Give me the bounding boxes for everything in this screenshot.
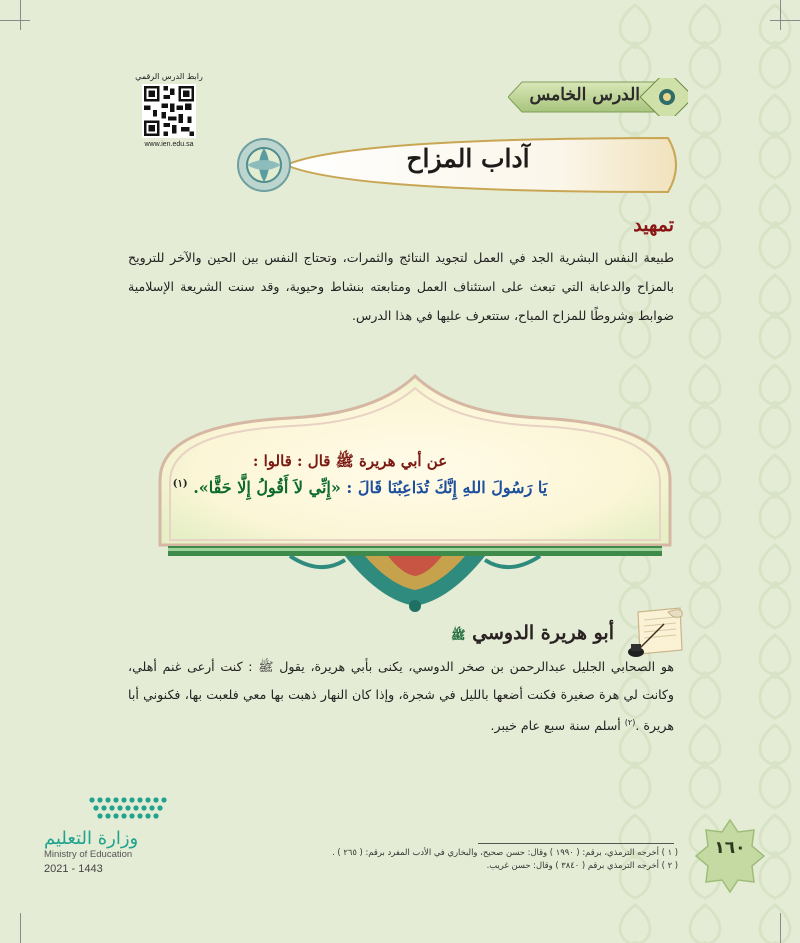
companion-body-part1: هو الصحابي الجليل عبدالرحمن بن صخر الدوسي، يكنى بأبي هريرة، يقول ﷺ : كنت أرعى غنم أهلي، وكانت لي هرة صغيرة فكنت أضعها بالليل في شجرة، وإذا كان النهار ذهبت بها معي فلعبت بها، فكنوني أبا هريرة . xyxy=(128,659,674,734)
footnote-1: ( ١ ) أخرجه الترمذي، برقم: ( ١٩٩٠ ) وقال: حسن صحيح، والبخاري في الأدب المفرد برقم: ( ٢٦٥ ) . xyxy=(332,847,678,857)
companion-paragraph xyxy=(128,653,674,740)
crop-mark xyxy=(770,20,800,21)
hadith-answer: «إِنِّي لاَ أَقُولُ إِلَّا حَقًّا». xyxy=(193,478,341,497)
title-banner xyxy=(228,130,688,200)
qr-label: رابط الدرس الرقمي xyxy=(135,72,203,81)
qr-block xyxy=(130,72,208,148)
crop-mark xyxy=(20,0,21,30)
ministry-dots-icon xyxy=(86,790,176,826)
companion-honorific: ﷺ xyxy=(451,628,466,642)
hadith-footnote-ref: (١) xyxy=(172,478,188,490)
lesson-title: آداب المزاح xyxy=(406,144,530,173)
ministry-name-arabic: وزارة التعليم xyxy=(44,828,139,849)
lesson-number-label: الدرس الخامس xyxy=(529,85,640,105)
companion-heading xyxy=(451,622,614,645)
qr-url: www.ien.edu.sa xyxy=(144,141,194,148)
ministry-year: 2021 - 1443 xyxy=(44,863,103,875)
hadith-text xyxy=(150,478,570,497)
hadith-frame xyxy=(140,370,690,630)
crop-mark xyxy=(780,0,781,30)
ministry-name-english: Ministry of Education xyxy=(44,849,133,860)
crop-mark xyxy=(780,913,781,943)
intro-heading: تمهيد xyxy=(633,214,674,236)
companion-body-part2: أسلم سنة سبع عام خيبر. xyxy=(490,718,625,734)
companion-footnote-ref: (٢) xyxy=(624,718,636,727)
crop-mark xyxy=(0,20,30,21)
footnotes xyxy=(282,846,678,872)
companion-name: أبو هريرة الدوسي xyxy=(472,622,614,644)
ornament-icon xyxy=(238,139,290,191)
scroll-quill-icon xyxy=(624,606,686,660)
crop-mark xyxy=(20,913,21,943)
page-number: ١٦٠ xyxy=(714,838,746,858)
hadith-question: يَا رَسُولَ اللهِ إِنَّكَ تُدَاعِبُنَا قَالَ : xyxy=(346,478,548,497)
footnote-2: ( ٢ ) أخرجه الترمذي برقم ( ٣٨٤٠ ) وقال: حسن غريب. xyxy=(486,860,678,870)
qr-code-icon[interactable] xyxy=(142,84,196,138)
intro-paragraph: طبيعة النفس البشرية الجد في العمل لتجويد النتائج والثمرات، وتحتاج النفس بين الحين والآخر للترويح بالمزاح والدعابة التي تبعث على استئناف العمل ومتابعته بنشاط وحيوية، وقد سنت الشريعة الإسلامية ضوابط وشروطًا للمزاح المباح، ستتعرف عليها في هذا الدرس. xyxy=(128,250,674,323)
ministry-logo xyxy=(44,790,194,875)
lesson-number-tab xyxy=(508,78,688,116)
footnote-divider xyxy=(478,843,674,844)
hadith-ornament-icon xyxy=(290,556,540,612)
hadith-narrator-line: عن أبي هريرة ﷺ قال : قالوا : xyxy=(252,452,448,470)
